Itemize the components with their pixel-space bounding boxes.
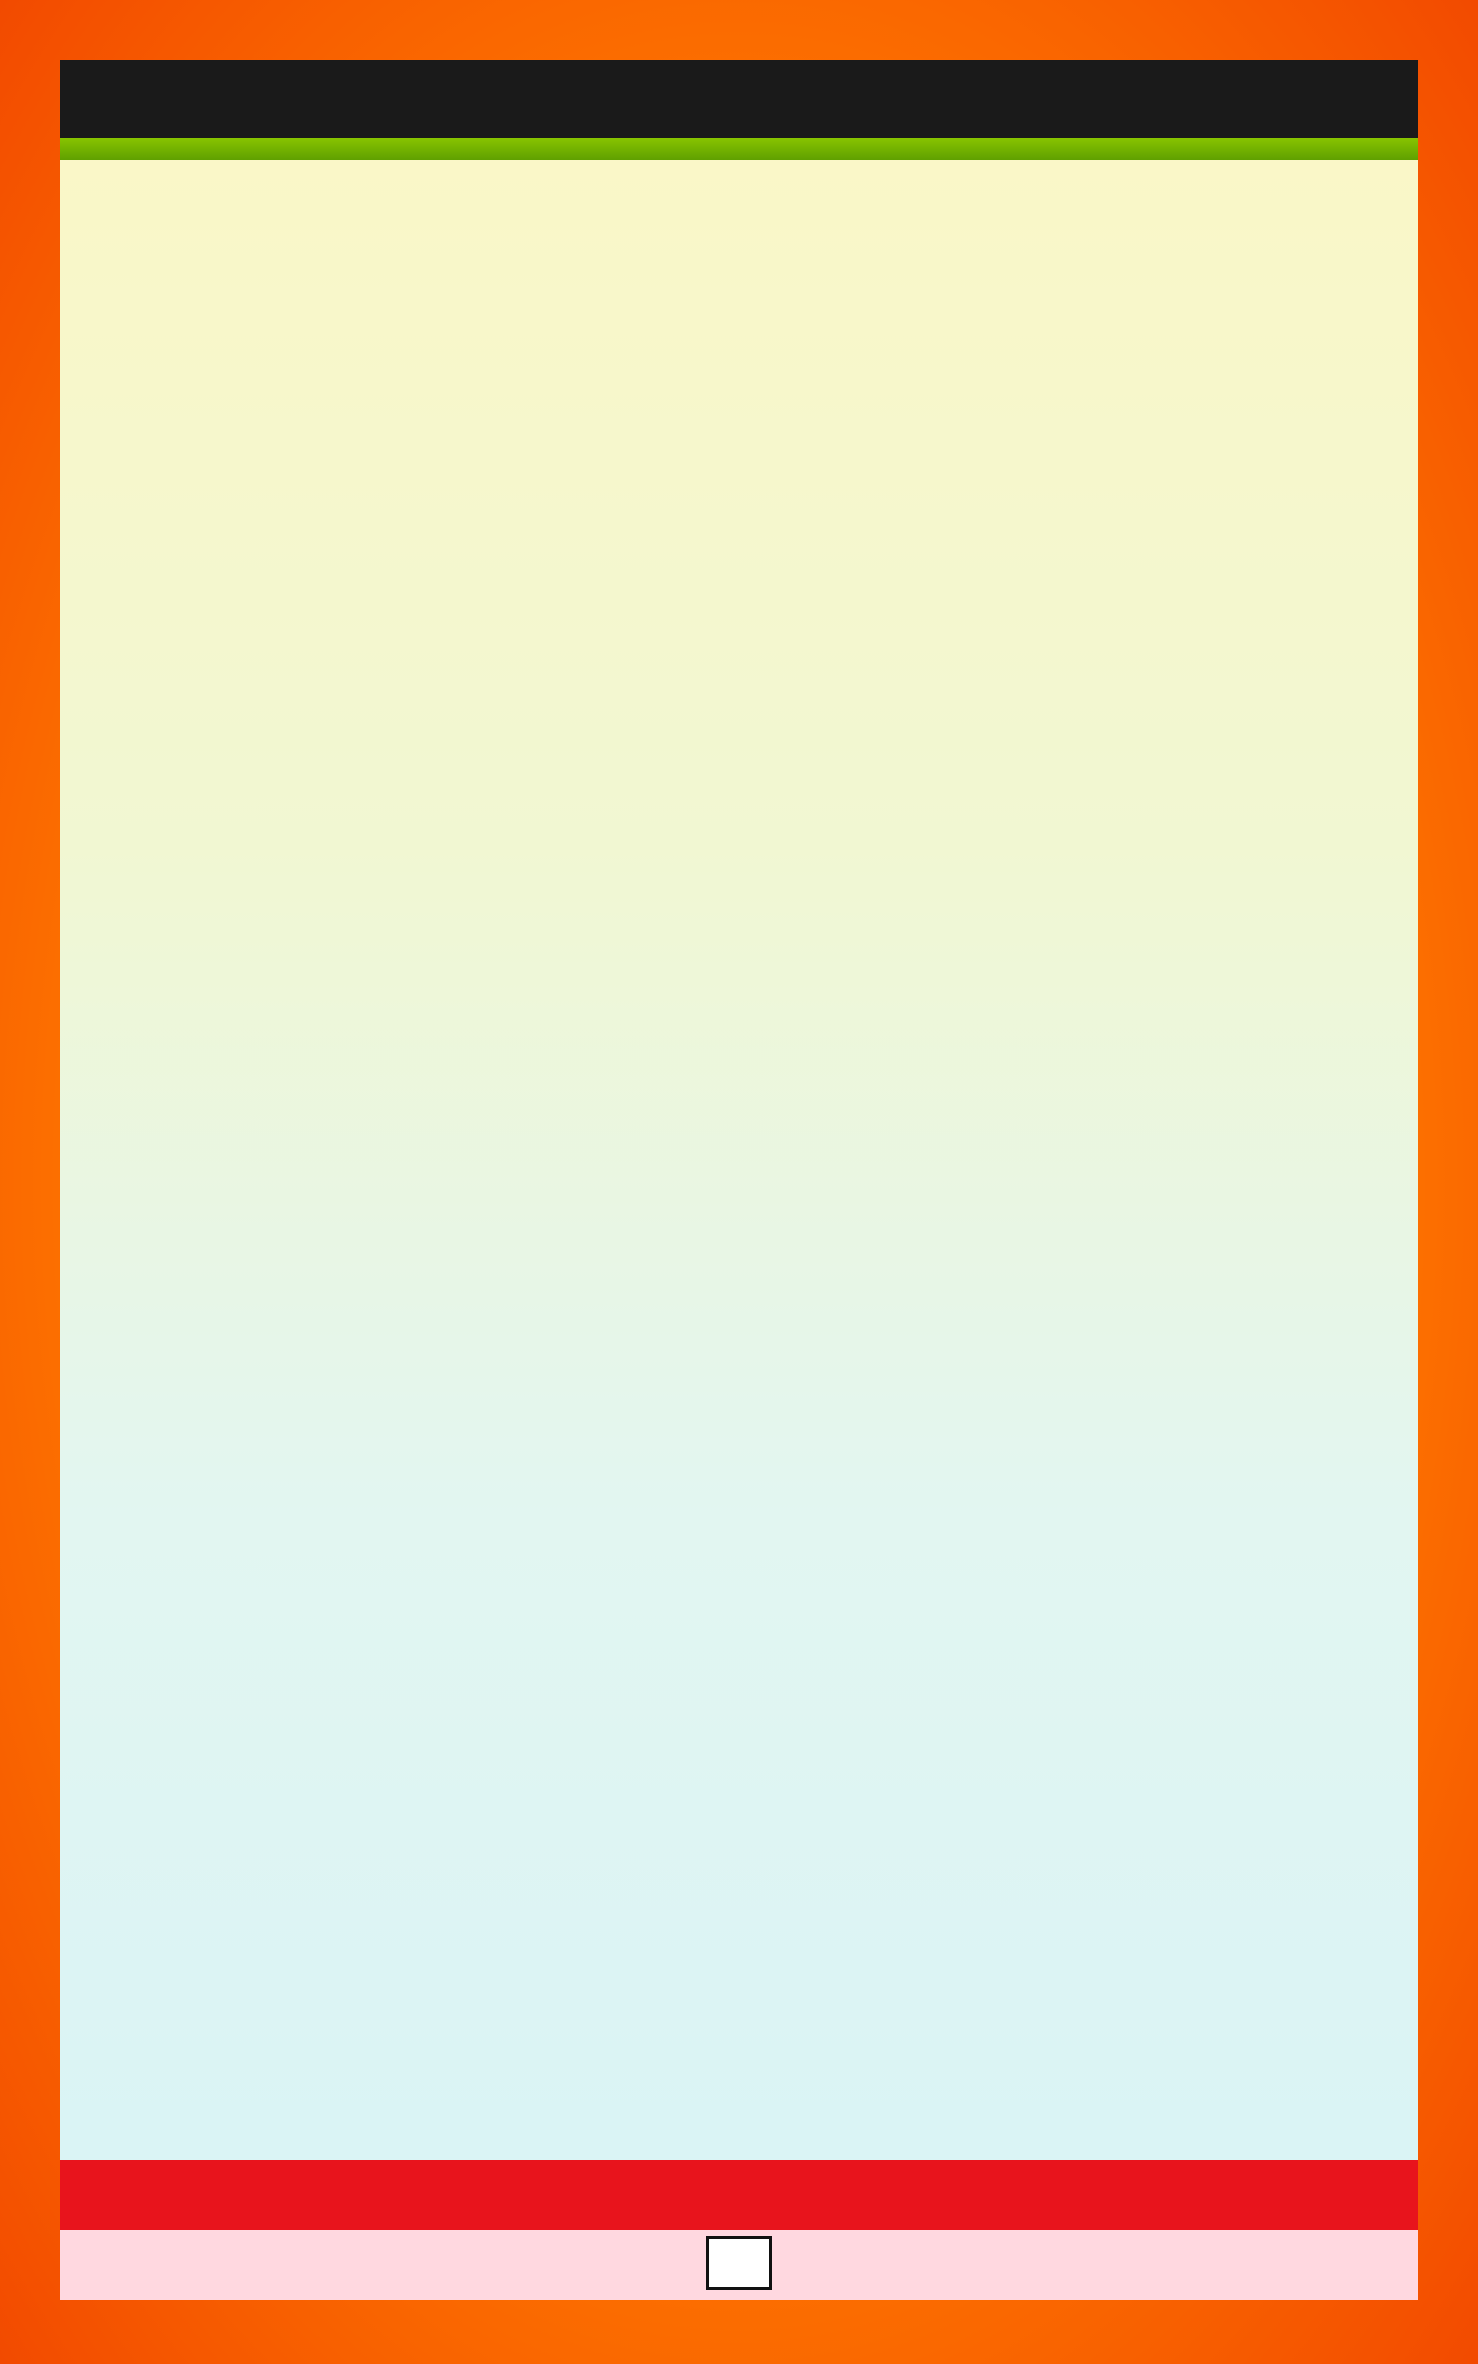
text-line (92, 1833, 1382, 1923)
text-line (92, 1370, 1382, 1460)
text-line (92, 2013, 1382, 2103)
text-line (92, 1280, 1382, 1370)
text-line (92, 250, 1382, 340)
text-line (92, 1190, 1382, 1280)
decorative-top-border (60, 60, 1418, 160)
text-line (92, 790, 1382, 880)
green-strip (60, 138, 1418, 160)
text-line (92, 700, 1382, 790)
footer-banner (60, 2160, 1418, 2230)
section-body-anasakhdi-fiko (92, 1190, 1382, 1550)
text-line (92, 880, 1382, 970)
text-line (92, 610, 1382, 700)
section-body-anasakhdi (92, 250, 1382, 1060)
text-line (92, 1460, 1382, 1550)
text-line (92, 520, 1382, 610)
page-number (706, 2236, 772, 2290)
text-line (92, 340, 1382, 430)
text-line (92, 1743, 1382, 1833)
section-body-sakhdi (92, 1653, 1382, 2193)
text-line (92, 1653, 1382, 1743)
text-line (92, 970, 1382, 1060)
text-line (92, 430, 1382, 520)
text-line (92, 1923, 1382, 2013)
